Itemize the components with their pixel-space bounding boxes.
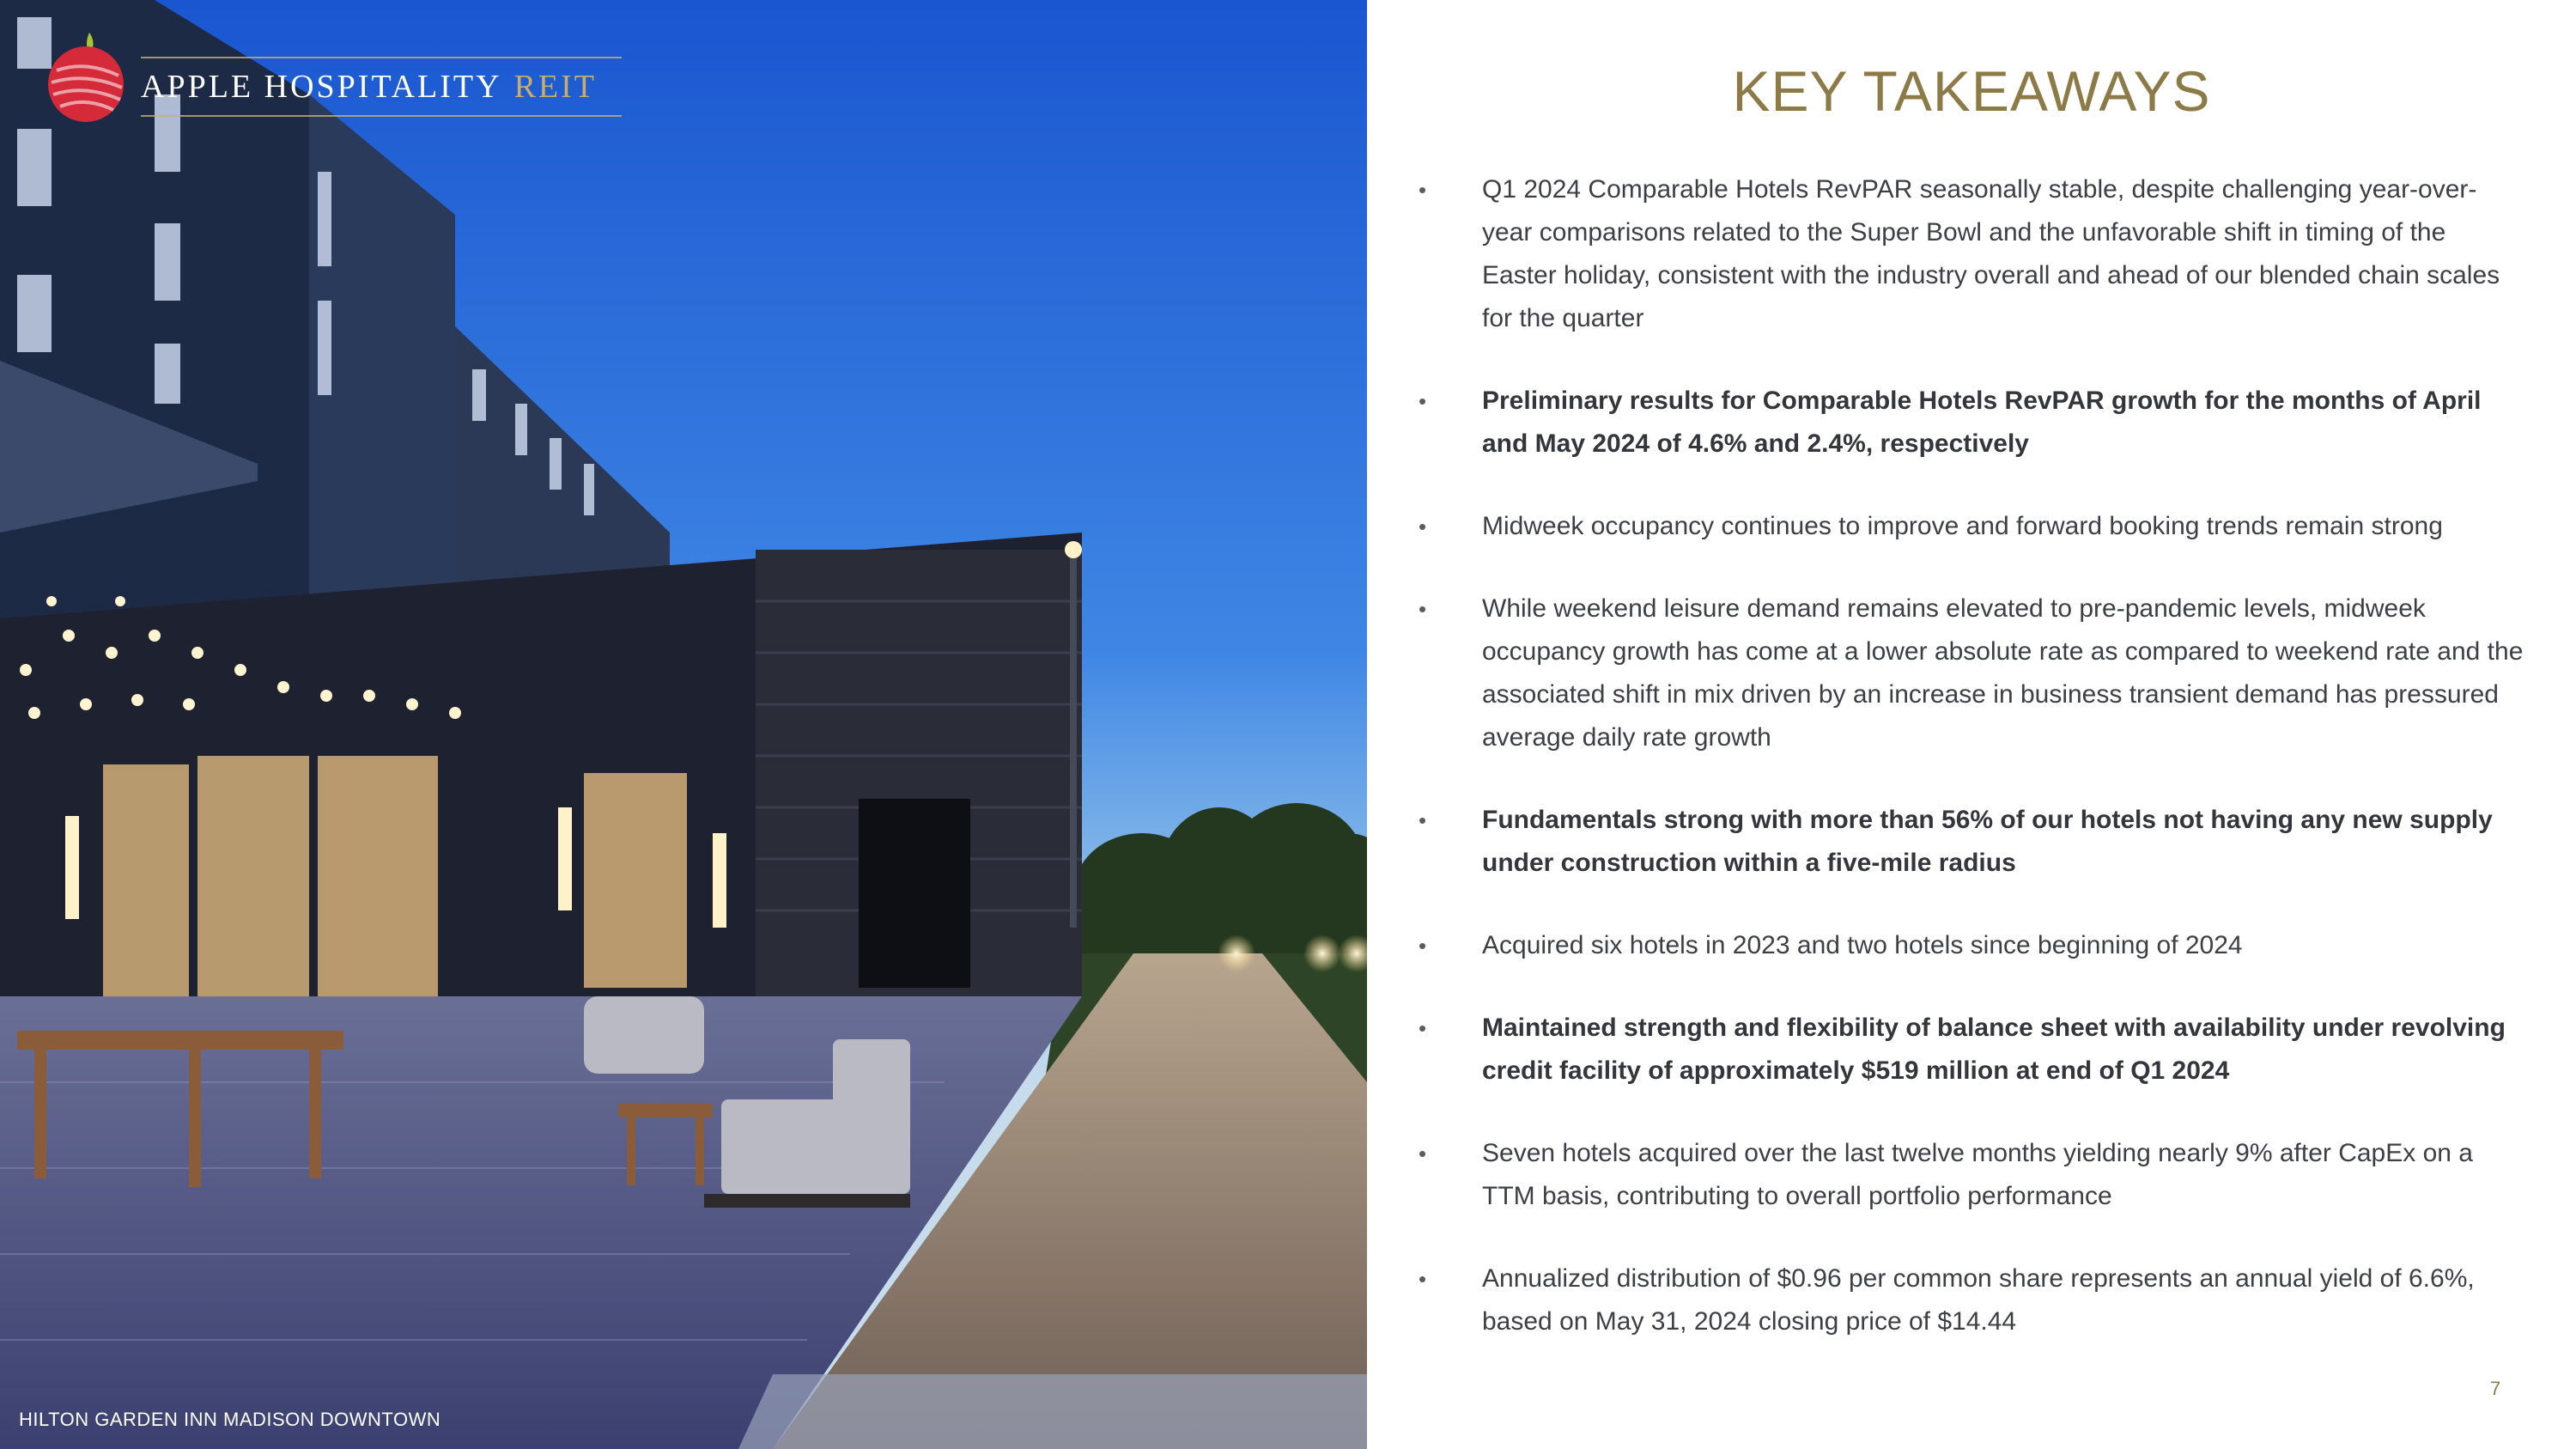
key-takeaways-list: [1419, 168, 2526, 1383]
bullet-icon: •: [1419, 596, 1427, 622]
takeaway-item: [1419, 1007, 2526, 1093]
slide-title: KEY TAKEAWAYS: [1732, 59, 2211, 123]
logo-name: APPLE HOSPITALITY: [141, 69, 502, 105]
takeaway-text: Seven hotels acquired over the last twelve months yielding nearly 9% after CapEx on a TTM basis, contributing to overall portfolio performance: [1482, 1139, 2473, 1210]
photo-caption: HILTON GARDEN INN MADISON DOWNTOWN: [19, 1409, 441, 1430]
apple-icon: [45, 26, 127, 122]
takeaway-item: [1419, 168, 2526, 340]
page-number: 7: [2490, 1378, 2501, 1399]
logo-wordmark: [141, 57, 622, 117]
takeaway-text: Acquired six hotels in 2023 and two hotels since beginning of 2024: [1482, 931, 2243, 959]
takeaway-item: [1419, 799, 2526, 885]
takeaway-item: [1419, 380, 2526, 466]
takeaway-text: Maintained strength and flexibility of balance sheet with availability under revolving credit facility of approximately $519 million at end of Q1 2024: [1482, 1014, 2506, 1085]
takeaway-text: Annualized distribution of $0.96 per common share represents an annual yield of 6.6%, based on May 31, 2024 closing price of $14.44: [1482, 1264, 2475, 1336]
logo-suffix: REIT: [513, 69, 598, 105]
takeaway-item: [1419, 924, 2526, 967]
bullet-icon: •: [1419, 1015, 1427, 1041]
bullet-icon: •: [1419, 933, 1427, 959]
takeaway-text: While weekend leisure demand remains elevated to pre-pandemic levels, midweek occupancy growth has come at a lower absolute rate as compared to weekend rate and the associated shift in mix driven by an increase in business transient demand has pressured average daily rate growth: [1482, 594, 2524, 752]
bullet-icon: •: [1419, 1266, 1427, 1292]
takeaway-item: [1419, 1132, 2526, 1218]
bullet-icon: •: [1419, 1141, 1427, 1166]
takeaway-item: [1419, 588, 2526, 759]
bullet-icon: •: [1419, 177, 1427, 203]
takeaway-item: [1419, 505, 2526, 548]
takeaway-text: Midweek occupancy continues to improve and forward booking trends remain strong: [1482, 512, 2443, 540]
bullet-icon: •: [1419, 807, 1427, 833]
bullet-icon: •: [1419, 514, 1427, 539]
takeaway-text: Fundamentals strong with more than 56% of our hotels not having any new supply under construction within a five-mile radius: [1482, 806, 2493, 877]
takeaway-text: Preliminary results for Comparable Hotels RevPAR growth for the months of April and May 2024 of 4.6% and 2.4%, respectively: [1482, 387, 2482, 458]
takeaway-item: [1419, 1257, 2526, 1343]
takeaway-text: Q1 2024 Comparable Hotels RevPAR seasonally stable, despite challenging year-over-year comparisons related to the Super Bowl and the unfavorable shift in timing of the Easter holiday, consistent with the industry overall and ahead of our blended chain scales for the quarter: [1482, 175, 2500, 332]
bullet-icon: •: [1419, 388, 1427, 414]
